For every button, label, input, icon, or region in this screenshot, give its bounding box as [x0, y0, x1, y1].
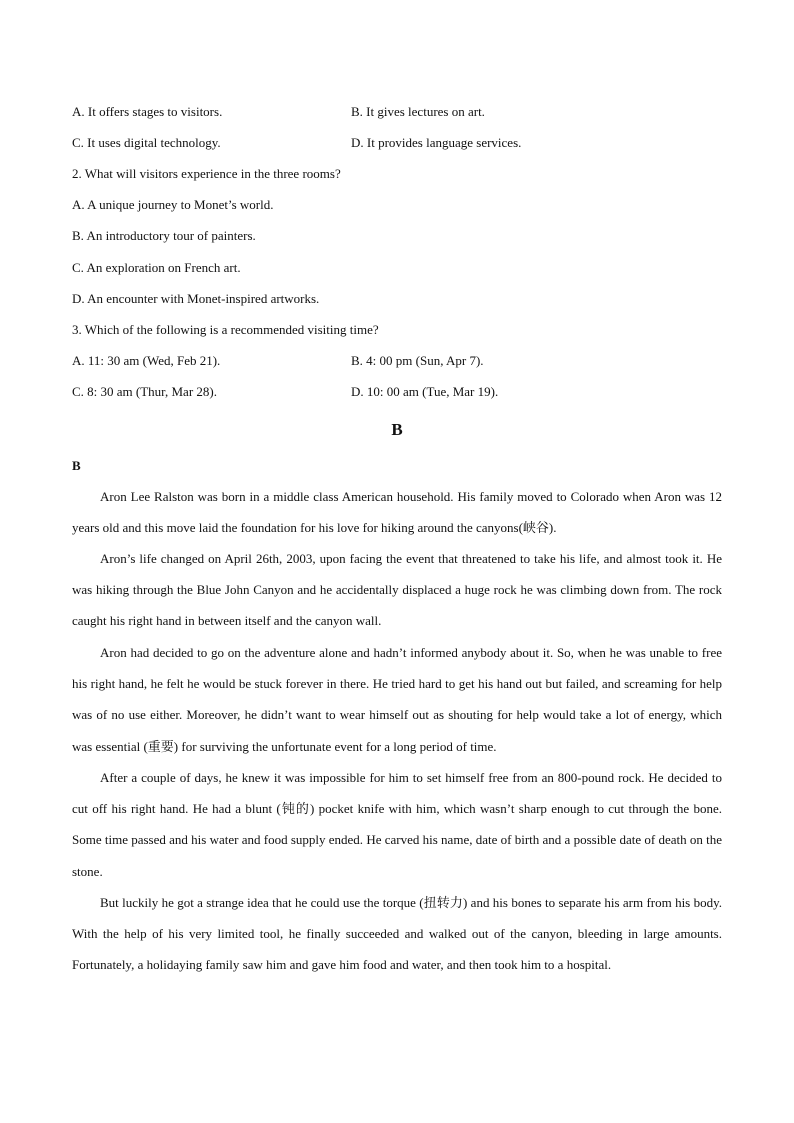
passage-paragraph-5: But luckily he got a strange idea that he could use the torque (扭转力) and his bones to separate his arm from his body. With the help of his very limited tool, he finally succeeded and walked out of the canyon, bleeding in large amounts. Fortunately, a holidaying family saw him and gave him food and water, and then took him to a hospital.	[72, 895, 722, 973]
section-subheading: B	[72, 458, 81, 473]
q1-option-a: A. It offers stages to visitors.	[72, 104, 223, 119]
q1-option-c: C. It uses digital technology.	[72, 135, 221, 150]
passage-paragraph-4: After a couple of days, he knew it was impossible for him to set himself free from an 800-pound rock. He decided to cut off his right hand. He had a blunt (钝的) pocket knife with him, which wasn’t sharp enough to cut through the bone. Some time passed and his water and food supply ended. He carved his name, date of birth and a possible date of death on the stone.	[72, 770, 722, 879]
q2-option-c: C. An exploration on French art.	[72, 260, 241, 275]
q1-option-b: B. It gives lectures on art.	[351, 104, 485, 119]
q3-option-a: A. 11: 30 am (Wed, Feb 21).	[72, 353, 221, 368]
passage-paragraph-1: Aron Lee Ralston was born in a middle class American household. His family moved to Colorado when Aron was 12 years old and this move laid the foundation for his love for hiking around the canyons(峡谷).	[72, 489, 722, 536]
passage-paragraph-2: Aron’s life changed on April 26th, 2003, upon facing the event that threatened to take his life, and almost took it. He was hiking through the Blue John Canyon and he accidentally displaced a huge rock he was climbing down from. The rock caught his right hand in between itself and the canyon wall.	[72, 551, 722, 629]
q3-option-d: D. 10: 00 am (Tue, Mar 19).	[351, 384, 499, 399]
section-heading: B	[391, 420, 403, 439]
q3-option-b: B. 4: 00 pm (Sun, Apr 7).	[351, 353, 484, 368]
q2-option-a: A. A unique journey to Monet’s world.	[72, 197, 274, 212]
q3-option-c: C. 8: 30 am (Thur, Mar 28).	[72, 384, 217, 399]
q1-option-d: D. It provides language services.	[351, 135, 522, 150]
q2-question: 2. What will visitors experience in the three rooms?	[72, 166, 341, 181]
passage-paragraph-3: Aron had decided to go on the adventure alone and hadn’t informed anybody about it. So, when he was unable to free his right hand, he felt he would be stuck forever in there. He tried hard to get his hand out but failed, and screaming for help was of no use either. Moreover, he didn’t want to wear himself out as shouting for help would take a lot of energy, which was essential (重要) for surviving the unfortunate event for a long period of time.	[72, 645, 722, 754]
q2-option-d: D. An encounter with Monet-inspired artworks.	[72, 291, 320, 306]
q3-question: 3. Which of the following is a recommended visiting time?	[72, 322, 379, 337]
q2-option-b: B. An introductory tour of painters.	[72, 228, 256, 243]
